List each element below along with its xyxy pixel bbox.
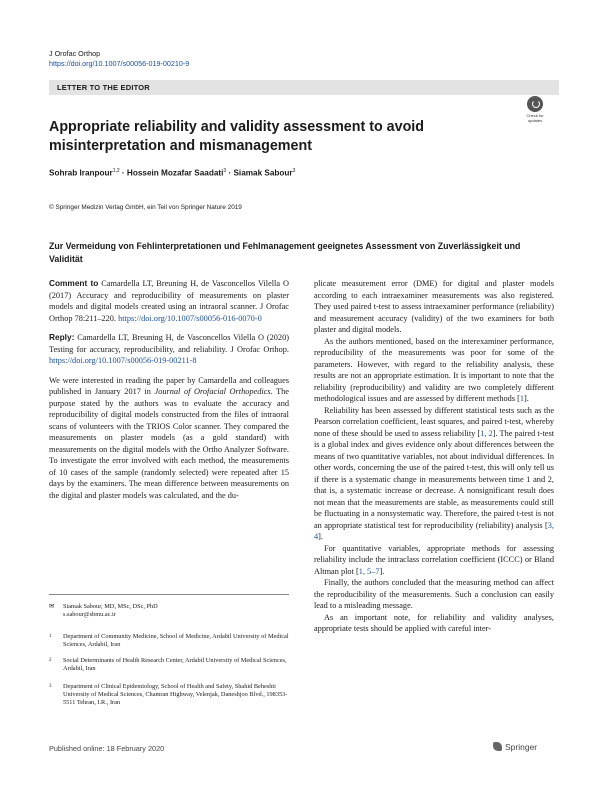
springer-horse-icon	[493, 742, 502, 751]
body-paragraph: As an important note, for reliability and validity analyses, appropriate tests should be applied with careful inter-	[314, 612, 554, 633]
body-paragraph	[314, 336, 554, 405]
body-text: ].	[524, 394, 529, 403]
body-paragraph	[314, 543, 554, 578]
body-paragraph: Finally, the authors concluded that the measuring method can affect the reproducibility of the measurements. Such a conclusion can easily lead to a misleading message.	[314, 578, 554, 610]
comment-text: Camardella LT, Breuning H, de Vasconcellos Vilella O (2017) Accuracy and reproducibility of measurements on plaster models and digital models created using an intraoral scanner. J Orofac Orthop 78:211–220.	[49, 279, 290, 323]
body-text: As the authors mentioned, based on the interexaminer performance, reproducibility of the measurements was poor for some of the parameters. However, with regard to the reliability analysis, these results are not an appropriate estimation. It is important to note that the reliability (reproducibility) and validity are two completely different methodological issues and are assessed by different methods [	[314, 336, 554, 403]
crossmark-icon	[527, 96, 543, 112]
publisher-logo	[493, 742, 537, 752]
correspondence-email[interactable]: s.sabour@sbmu.ac.ir	[63, 611, 116, 619]
citation-link[interactable]: 1, 2	[480, 428, 493, 438]
footnote-divider	[49, 594, 289, 595]
journal-name: J Orofac Orthop	[49, 49, 101, 58]
reply-text: Camardella LT, Breuning H, de Vasconcellos Vilella O (2020) Testing for accuracy, reproducibility, and reliability. J Orofac Orthop.	[49, 333, 289, 354]
affiliation	[49, 633, 289, 649]
crossmark-badge[interactable]	[520, 96, 550, 123]
body-text: Reliability has been assessed by different statistical tests such as the Pearson correlation coefficient, least squares, and paired t-test, whereby none of these should be used to assess reliability [	[314, 405, 554, 438]
comment-label: Comment to	[49, 278, 99, 288]
published-date: Published online: 18 February 2020	[49, 744, 165, 753]
author-affiliation-marker: 1,2	[112, 168, 120, 174]
body-paragraph	[314, 405, 554, 543]
comment-reference	[49, 278, 289, 324]
left-column	[49, 278, 289, 501]
author-name[interactable]: Siamak Sabour	[233, 168, 293, 178]
german-title: Zur Vermeidung von Fehlinterpretationen und Fehlmanagement geeignetes Assessment von Zuverlässigkeit und Validität	[49, 241, 521, 264]
affiliation-text: Department of Clinical Epidemiology, School of Health and Safety, Shahid Beheshti University of Medical Sciences, Chamran Highway, Velenjak, Daneshjoo Blvd., 198353-5511 Tehran, I.R., Iran	[63, 683, 288, 707]
citation-link[interactable]: 1	[519, 394, 524, 403]
body-text: We were interested in reading the paper by Camardella and colleagues published in January 2017 in	[49, 375, 289, 396]
envelope-icon: ✉	[49, 603, 55, 610]
body-text: . The purpose stated by the authors was to evaluate the accuracy and reproducibility of digital models constructed from the files of intraoral scans of volunteers with the TRIOS Color scanner. They compared the measurements on plaster models (as a gold standard) with measurements on the digital models with the Ortho Analyzer Software. To investigate the error involved with each method, the measurements of 10 cases of the sample (randomly selected) were repeated after 15 days by the examiners. The mean difference between measurements on the digital and plaster models was calculated, and the du-	[49, 387, 289, 500]
author-name[interactable]: Hossein Mozafar Saadati	[126, 168, 224, 178]
affiliation-text: Social Determinants of Health Research Center, Ardabil University of Medical Sciences, Ardabil, Iran	[63, 657, 287, 673]
body-paragraph: plicate measurement error (DME) for digital and plaster models according to each intraexaminer measurements was also registered. They used paired t-test to assess intraexaminer performance (reliability) and measurement accuracy (validity) of the two examiners for both plaster and digital models.	[314, 279, 554, 334]
author-affiliation-marker: 3	[223, 168, 227, 174]
body-text: ].	[379, 566, 385, 576]
affiliation	[49, 683, 289, 708]
body-text: For quantitative variables, appropriate methods for assessing reliability include the intraclass correlation coefficient (ICCC) or Bland Altman plot [	[314, 543, 554, 576]
article-title: Appropriate reliability and validity assessment to avoid misinterpretation and mismanagement	[49, 119, 425, 154]
copyright-notice: © Springer Medizin Verlag GmbH, ein Teil von Springer Nature 2019	[49, 204, 242, 211]
crossmark-label: Check for updates	[526, 113, 544, 123]
affiliation-number: 1	[49, 634, 52, 639]
correspondence-name: Siamak Sabour, MD, MSc, DSc, PhD	[63, 603, 158, 610]
citation-link[interactable]: 3, 4	[314, 520, 554, 541]
doi-link[interactable]: https://doi.org/10.1007/s00056-019-00210-9	[49, 59, 190, 68]
affiliation-text: Department of Community Medicine, School of Medicine, Ardabil University of Medical Sciences, Ardabil, Iran	[63, 633, 289, 649]
body-text: ]. The paired t-test is a global index and gives evidence only about differences between the means of two quantitative variables, not about individual differences. In other words, concerning the use of the paired t-test, this will only tell us if there is a systematic change in measurements between time 1 and 2, that is, a systematic increase or decrease. A nonsignificant result does not mean that the measurements are stable, as measurements could still be fluctuating in a nonsystematic way. Therefore, the paired t-test is not an appropriate statistical test for reproducibility (reliability) analysis [	[314, 428, 554, 530]
citation-link[interactable]: 1, 5–7	[358, 566, 380, 576]
affiliation	[49, 657, 289, 673]
publisher-name: Springer	[505, 742, 538, 752]
reply-label: Reply:	[49, 332, 75, 342]
affiliation-number: 2	[49, 658, 52, 663]
correspondence	[49, 603, 289, 619]
article-type-bar	[49, 80, 559, 95]
journal-italic: Journal of Orofacial Orthopedics	[154, 387, 271, 396]
author-affiliation-marker: 3	[292, 168, 296, 174]
affiliation-number: 3	[49, 684, 52, 689]
body-paragraph	[49, 375, 289, 502]
comment-doi-link[interactable]: https://doi.org/10.1007/s00056-016-0070-0	[118, 313, 262, 323]
reply-reference	[49, 332, 289, 367]
body-text: ].	[318, 532, 323, 541]
article-type-label: LETTER TO THE EDITOR	[57, 83, 150, 92]
right-column	[314, 278, 554, 635]
author-list: Sohrab Iranpour$^{1,2}$ · Hossein Mozafar Saadati$^3$ · Siamak Sabour$^3$	[49, 168, 296, 178]
reply-doi-link[interactable]: https://doi.org/10.1007/s00056-019-00211-8	[49, 356, 197, 365]
author-name[interactable]: Sohrab Iranpour	[49, 168, 113, 178]
